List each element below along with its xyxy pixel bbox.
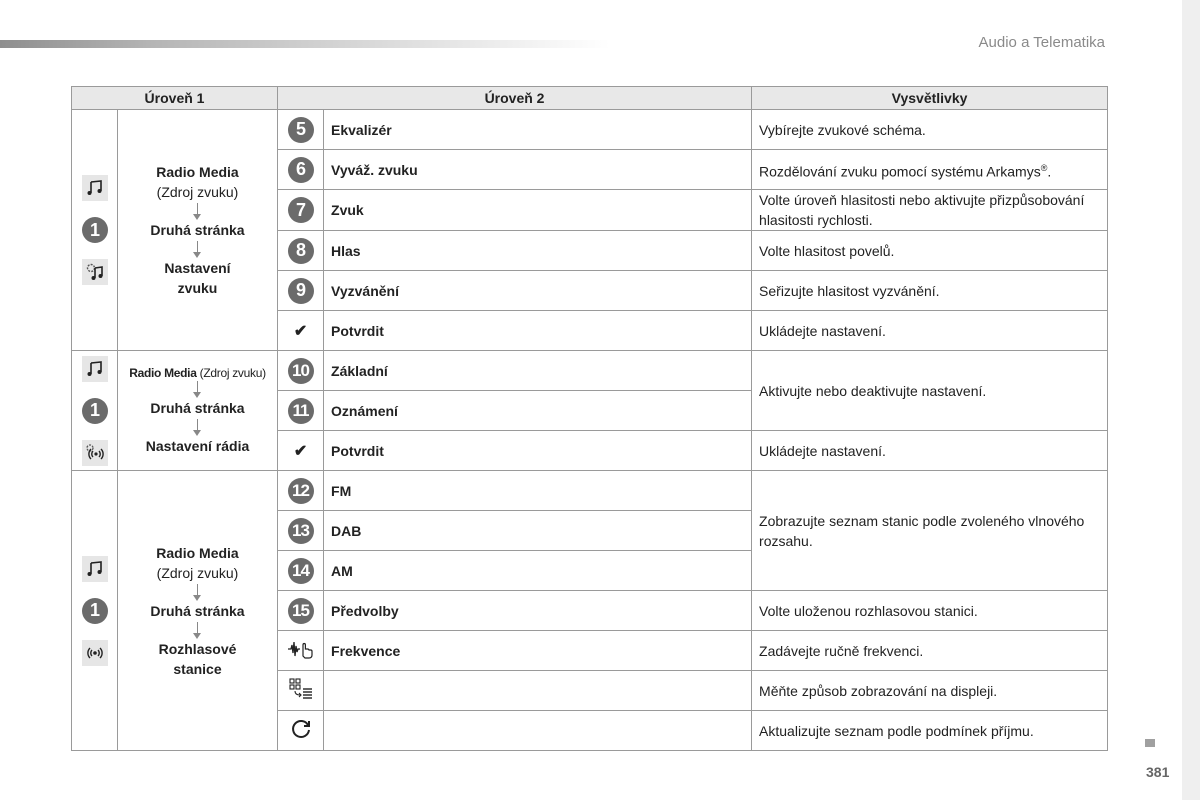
level1-second-page: Druhá stránka — [150, 222, 245, 238]
explanation-text: Rozdělování zvuku pomocí systému Arkamys — [759, 163, 1041, 180]
number-9-badge[interactable]: 9 — [288, 278, 314, 304]
explanation: Volte úroveň hlasitosti nebo aktivujte přizpůsobování hlasitosti rychlosti. — [752, 190, 1108, 231]
level2-label: Frekvence — [324, 631, 752, 671]
checkmark-icon[interactable]: ✔ — [293, 442, 308, 460]
number-15-badge[interactable]: 15 — [288, 598, 314, 624]
number-11-badge[interactable]: 11 — [288, 398, 314, 424]
explanation: Zadávejte ručně frekvenci. — [752, 631, 1108, 671]
level1-source: (Zdroj zvuku) — [156, 184, 239, 200]
level1-second-page: Druhá stránka — [150, 602, 245, 619]
explanation: Ukládejte nastavení. — [752, 311, 1108, 351]
settings-music-icon[interactable] — [82, 259, 108, 285]
level1-radio-media — [129, 366, 266, 380]
radio-settings-icon[interactable] — [82, 440, 108, 466]
level1-settings-sub: zvuku — [177, 280, 218, 296]
level2-label: Základní — [324, 351, 752, 391]
arrow-down-icon — [197, 203, 198, 215]
level2-label: Potvrdit — [324, 431, 752, 471]
level2-label: Potvrdit — [324, 311, 752, 351]
number-14-badge[interactable]: 14 — [288, 558, 314, 584]
level2-label: Předvolby — [324, 591, 752, 631]
number-1-badge[interactable]: 1 — [82, 598, 108, 624]
number-10-badge[interactable]: 10 — [288, 358, 314, 384]
number-1-badge[interactable]: 1 — [82, 217, 108, 243]
number-5-badge[interactable]: 5 — [288, 117, 314, 143]
explanation — [752, 150, 1108, 190]
level2-label: Vyzvánění — [324, 271, 752, 311]
header-level2: Úroveň 2 — [278, 87, 752, 110]
header-explanations: Vysvětlivky — [752, 87, 1108, 110]
number-7-badge[interactable]: 7 — [288, 197, 314, 223]
level2-label: FM — [324, 471, 752, 511]
explanation: Aktualizujte seznam podle podmínek příjmu. — [752, 711, 1108, 751]
arrow-down-icon — [197, 584, 198, 596]
end-of-section-marker — [1145, 739, 1155, 747]
level2-label: Hlas — [324, 231, 752, 271]
group1-level1 — [118, 110, 278, 351]
number-12-badge[interactable]: 12 — [288, 478, 314, 504]
level2-label — [324, 671, 752, 711]
level1-radio-media-text: Radio Media — [129, 365, 197, 380]
level1-second-page: Druhá stránka — [150, 399, 245, 416]
group3-icons — [72, 471, 118, 751]
level1-radio-media: Radio Media — [156, 544, 239, 561]
level1-stations-sub: stanice — [173, 660, 222, 677]
level1-stations: Rozhlasové — [158, 640, 237, 657]
explanation: Vybírejte zvukové schéma. — [752, 110, 1108, 150]
checkmark-icon[interactable]: ✔ — [293, 322, 308, 340]
level1-source: (Zdroj zvuku) — [199, 365, 266, 380]
level1-radio-media: Radio Media — [156, 164, 239, 180]
explanation: Volte uloženou rozhlasovou stanici. — [752, 591, 1108, 631]
number-6-badge[interactable]: 6 — [288, 157, 314, 183]
menu-table — [71, 86, 1108, 751]
group2-level1 — [118, 351, 278, 471]
arrow-down-icon — [197, 381, 198, 393]
table-row — [72, 351, 1108, 391]
level2-label: Oznámení — [324, 391, 752, 431]
header-level1: Úroveň 1 — [72, 87, 278, 110]
arrow-down-icon — [197, 419, 198, 431]
table-row — [72, 110, 1108, 150]
registered-mark: ® — [1040, 162, 1048, 173]
explanation: Zobrazujte seznam stanic podle zvoleného vlnového rozsahu. — [752, 471, 1108, 591]
group1-icons — [72, 110, 118, 351]
group3-level1 — [118, 471, 278, 751]
explanation: Aktivujte nebo deaktivujte nastavení. — [752, 351, 1108, 431]
explanation: Měňte způsob zobrazování na displeji. — [752, 671, 1108, 711]
music-note-icon[interactable] — [82, 175, 108, 201]
level1-settings: Nastavení — [164, 260, 231, 276]
header-gradient-bar — [0, 40, 610, 48]
arrow-down-icon — [197, 241, 198, 253]
section-title: Audio a Telematika — [978, 34, 1105, 51]
level2-label — [324, 711, 752, 751]
number-1-badge[interactable]: 1 — [82, 398, 108, 424]
page-number: 381 — [1146, 764, 1170, 780]
page-edge-strip — [1182, 0, 1200, 800]
arrow-down-icon — [197, 622, 198, 634]
level1-radio-settings: Nastavení rádia — [145, 437, 250, 454]
table-header-row — [72, 87, 1108, 110]
table-row — [72, 471, 1108, 511]
music-note-icon[interactable] — [82, 556, 108, 582]
level1-source: (Zdroj zvuku) — [156, 564, 239, 581]
level2-label: Ekvalizér — [324, 110, 752, 150]
explanation: Seřizujte hlasitost vyzvánění. — [752, 271, 1108, 311]
explanation: Ukládejte nastavení. — [752, 431, 1108, 471]
music-note-icon[interactable] — [82, 356, 108, 382]
level2-label: AM — [324, 551, 752, 591]
level2-label: DAB — [324, 511, 752, 551]
explanation: Volte hlasitost povelů. — [752, 231, 1108, 271]
radio-station-icon[interactable] — [82, 640, 108, 666]
explanation-tail: . — [1047, 163, 1052, 180]
display-mode-icon[interactable] — [288, 688, 314, 704]
number-8-badge[interactable]: 8 — [288, 238, 314, 264]
level2-label: Zvuk — [324, 190, 752, 231]
group2-icons — [72, 351, 118, 471]
level2-label: Vyváž. zvuku — [324, 150, 752, 190]
frequency-touch-icon[interactable] — [287, 647, 315, 663]
number-13-badge[interactable]: 13 — [288, 518, 314, 544]
refresh-icon[interactable] — [289, 728, 313, 744]
